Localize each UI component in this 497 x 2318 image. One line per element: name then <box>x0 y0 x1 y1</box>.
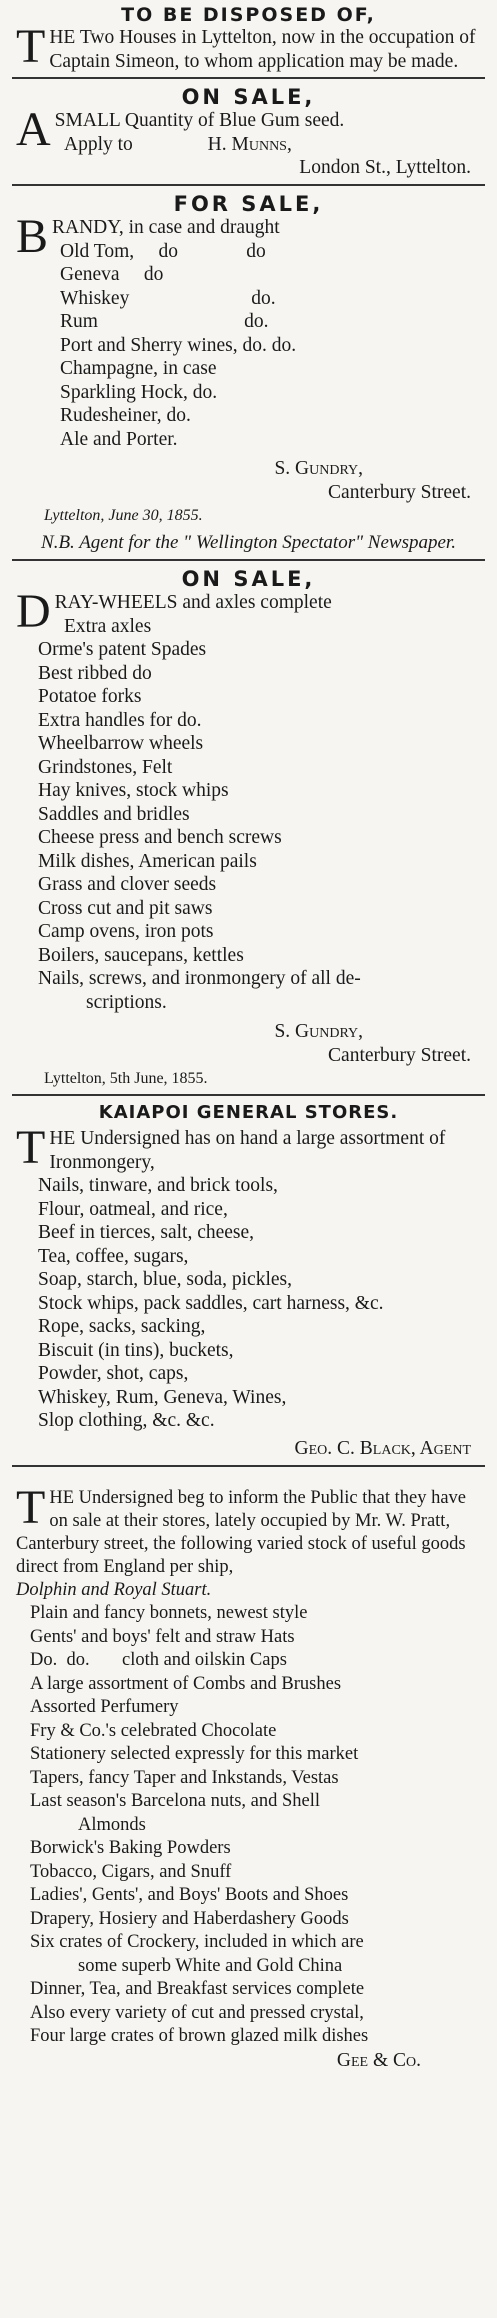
ship-names: Dolphin and Royal Stuart. <box>16 1579 212 1600</box>
list-item: Port and Sherry wines, do. do. <box>60 334 297 356</box>
item-list <box>16 1151 481 1433</box>
divider <box>12 559 485 561</box>
newspaper-column <box>12 0 485 2073</box>
list-item: Rope, sacks, sacking, <box>38 1316 206 1337</box>
list-item: Tobacco, Cigars, and Snuff <box>30 1861 232 1882</box>
list-item: Hay knives, stock whips <box>38 780 229 801</box>
list-item: Rum do. <box>60 311 269 332</box>
ad-text: THE Undersigned has on hand a large assortment of <box>16 1121 446 1174</box>
signature: Gee & Co. <box>336 2049 421 2071</box>
ad-gee-and-co <box>12 1473 485 2073</box>
address: London St., Lyttelton. <box>299 157 471 178</box>
list-item: Grindstones, Felt <box>38 756 173 778</box>
list-item: Potatoe forks <box>38 686 142 707</box>
ad-text: ASMALL Quantity of Blue Gum seed. <box>16 103 345 156</box>
apply-label: Apply to <box>64 133 133 155</box>
list-item: Whiskey do. <box>60 287 276 309</box>
notice: N.B. Agent for the " Wellington Spectator" Newspaper. <box>41 532 456 553</box>
list-item: Borwick's Baking Powders <box>30 1838 231 1858</box>
list-item: Almonds <box>78 1814 146 1835</box>
list-item: Last season's Barcelona nuts, and Shell <box>30 1791 321 1811</box>
list-item: Old Tom, do do <box>60 240 266 262</box>
list-item: Ale and Porter. <box>60 428 178 450</box>
list-item: Milk dishes, American pails <box>38 850 257 872</box>
list-item: A large assortment of Combs and Brushes <box>30 1673 342 1694</box>
ad-text: THE Undersigned beg to inform the Public that they have on sale at their stores, lately occupied by Mr. W. Pratt, Canterbury street, the following varied stock of useful goods direct from England per ship, <box>16 1480 466 1577</box>
list-item: scriptions. <box>86 991 167 1013</box>
signature: H. Munns, <box>207 133 292 155</box>
list-item: Cross cut and pit saws <box>38 897 213 919</box>
divider <box>12 1094 485 1096</box>
list-item: Wheelbarrow wheels <box>38 733 204 754</box>
list-item: Best ribbed do <box>38 662 152 684</box>
list-item: Fry & Co.'s celebrated Chocolate <box>30 1720 277 1741</box>
list-item: Four large crates of brown glazed milk dishes <box>30 2026 369 2046</box>
list-item: Plain and fancy bonnets, newest style <box>30 1603 308 1623</box>
divider <box>12 1465 485 1467</box>
list-item: Dinner, Tea, and Breakfast services complete <box>30 1979 365 1999</box>
list-item: Boilers, saucepans, kettles <box>38 944 244 966</box>
ad-text: THE Two Houses in Lyttelton, now in the occupation of Captain Simeon, to whom application may be made. <box>16 20 476 73</box>
ad-heading: FOR SALE, <box>173 192 324 216</box>
list-item: Ladies', Gents', and Boys' Boots and Shoes <box>30 1885 349 1905</box>
ad-heading: KAIAPOI GENERAL STORES. <box>98 1102 399 1123</box>
list-item: Geneva do <box>60 264 164 285</box>
divider <box>12 77 485 79</box>
ad-houses <box>12 4 485 73</box>
ad-blue-gum <box>12 85 485 180</box>
signature: S. Gundry, <box>274 458 363 479</box>
item-list <box>16 1602 481 2049</box>
list-item: Tapers, fancy Taper and Inkstands, Vestas <box>30 1767 339 1788</box>
list-item: Nails, screws, and ironmongery of all de- <box>38 968 361 989</box>
list-item: Cheese press and bench screws <box>38 827 282 848</box>
list-item: Assorted Perfumery <box>30 1697 179 1717</box>
ad-heading: ON SALE, <box>181 567 316 591</box>
list-item: Extra handles for do. <box>38 709 202 731</box>
signature: S. Gundry, <box>274 1021 363 1042</box>
list-item: Also every variety of cut and pressed crystal, <box>30 2002 364 2023</box>
dateline: Lyttelton, 5th June, 1855. <box>44 1070 208 1087</box>
list-item: some superb White and Gold China <box>78 1955 343 1976</box>
list-item: Nails, tinware, and brick tools, <box>38 1175 278 1196</box>
list-item: Slop clothing, &c. &c. <box>38 1410 215 1431</box>
list-item: Sparkling Hock, do. <box>60 381 218 403</box>
list-item: BRANDY, in case and draught <box>16 210 280 263</box>
list-item: Champagne, in case <box>60 358 217 379</box>
list-item: Whiskey, Rum, Geneva, Wines, <box>38 1386 287 1408</box>
list-item: Extra axles <box>64 615 152 637</box>
ad-kaiapoi-stores <box>12 1102 485 1461</box>
list-item: Stationery selected expressly for this market <box>30 1744 359 1764</box>
list-item: Biscuit (in tins), buckets, <box>38 1339 234 1361</box>
ad-contact <box>16 133 481 157</box>
list-item: Saddles and bridles <box>38 803 190 825</box>
ad-text: DRAY-WHEELS and axles complete <box>16 585 332 638</box>
list-item: Grass and clover seeds <box>38 874 217 895</box>
address: Canterbury Street. <box>328 1045 471 1066</box>
list-item: Beef in tierces, salt, cheese, <box>38 1222 255 1243</box>
ad-brandy <box>12 192 485 555</box>
item-list <box>16 615 481 1015</box>
list-item: Do. do. cloth and oilskin Caps <box>30 1650 287 1670</box>
item-list <box>16 210 481 451</box>
ad-dray-wheels <box>12 567 485 1088</box>
list-item: Tea, coffee, sugars, <box>38 1245 189 1267</box>
list-item: Ironmongery, <box>49 1151 155 1173</box>
list-item: Six crates of Crockery, included in which are <box>30 1932 364 1952</box>
signature: Geo. C. Black, Agent <box>294 1437 471 1459</box>
list-item: Rudesheiner, do. <box>60 405 191 426</box>
list-item: Drapery, Hosiery and Haberdashery Goods <box>30 1908 349 1929</box>
divider <box>12 184 485 186</box>
list-item: Gents' and boys' felt and straw Hats <box>30 1626 295 1647</box>
list-item: Camp ovens, iron pots <box>38 921 214 942</box>
list-item: Soap, starch, blue, soda, pickles, <box>38 1269 292 1290</box>
dateline: Lyttelton, June 30, 1855. <box>44 507 203 524</box>
address: Canterbury Street. <box>328 482 471 503</box>
list-item: Stock whips, pack saddles, cart harness, &c. <box>38 1292 384 1314</box>
list-item: Flour, oatmeal, and rice, <box>38 1198 228 1220</box>
ad-heading: TO BE DISPOSED OF, <box>121 4 376 26</box>
list-item: Powder, shot, caps, <box>38 1363 189 1384</box>
ad-heading: ON SALE, <box>181 85 316 109</box>
list-item: Orme's patent Spades <box>38 639 207 660</box>
